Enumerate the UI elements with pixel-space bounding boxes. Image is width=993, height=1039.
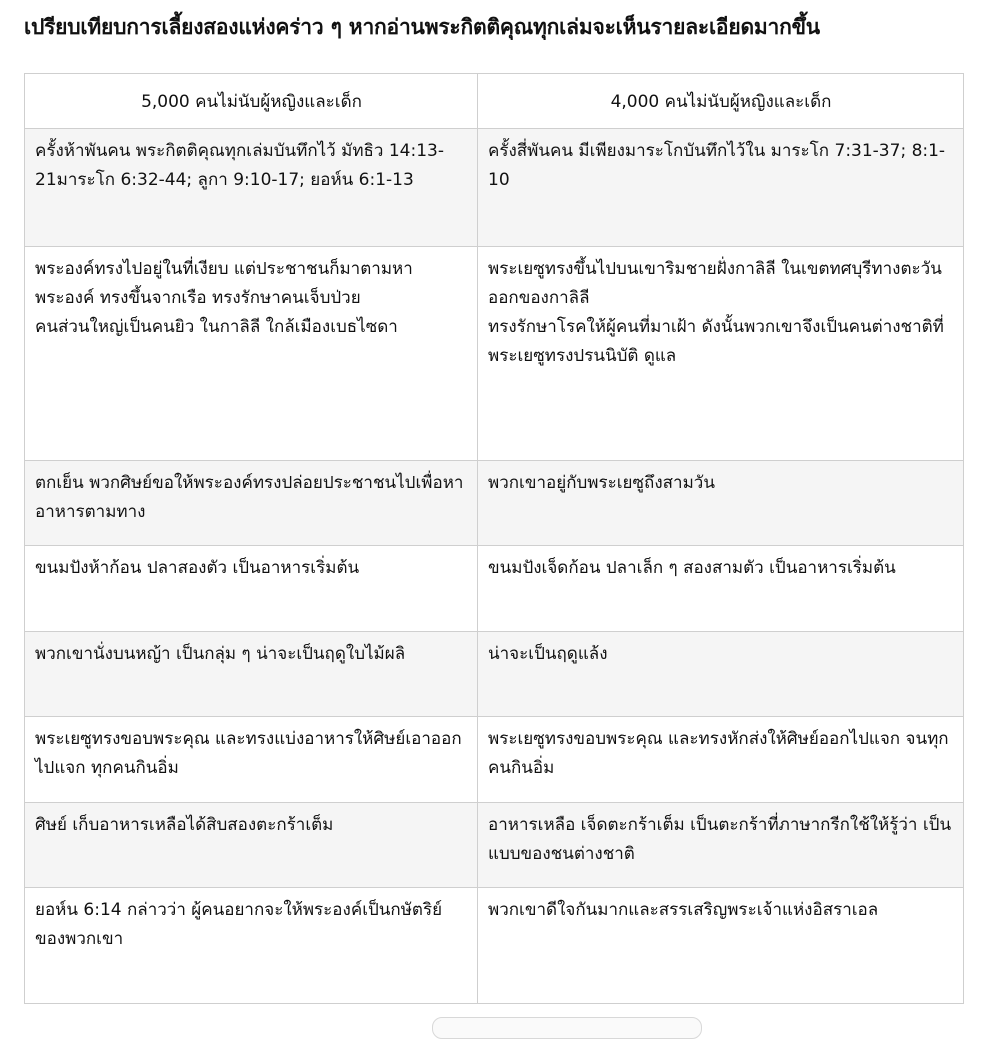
cell-text: อาหารเหลือ เจ็ดตะกร้าเต็ม เป็นตะกร้าที่ภาษากรีกใช้ให้รู้ว่า เป็นแบบของชนต่างชาติ [488, 815, 952, 864]
table-cell-5000 [25, 803, 478, 888]
cell-text: ขนมปังห้าก้อน ปลาสองตัว เป็นอาหารเริ่มต้น [35, 558, 360, 578]
table-cell-4000 [478, 888, 964, 1004]
cell-text: คนส่วนใหญ่เป็นคนยิว ในกาลิลี ใกล้เมืองเบธไซดา [35, 317, 398, 337]
table-cell-5000 [25, 129, 478, 247]
table-cell-5000 [25, 247, 478, 461]
cell-text: พวกเขาอยู่กับพระเยซูถึงสามวัน [488, 473, 715, 493]
cell-text: พวกเขานั่งบนหญ้า เป็นกลุ่ม ๆ น่าจะเป็นฤดูใบไม้ผลิ [35, 644, 406, 664]
table-cell-4000 [478, 632, 964, 717]
table-row [25, 546, 964, 632]
comparison-table [24, 73, 964, 1004]
table-body [25, 129, 964, 1004]
cell-text: พระเยซูทรงขึ้นไปบนเขาริมชายฝั่งกาลิลี ในเขตทศบุรีทางตะวันออกของกาลิลี [488, 259, 942, 308]
cell-text: พวกเขาดีใจกันมากและสรรเสริญพระเจ้าแห่งอิสราเอล [488, 900, 879, 920]
cell-text: ครั้งห้าพันคน พระกิตติคุณทุกเล่มบันทึกไว้ มัทธิว 14:13-21มาระโก 6:32-44; ลูกา 9:10-17; ยอห์น 6:1-13 [35, 141, 444, 190]
table-row [25, 803, 964, 888]
table-cell-4000 [478, 717, 964, 803]
page-title: เปรียบเทียบการเลี้ยงสองแห่งคร่าว ๆ หากอ่านพระกิตติคุณทุกเล่มจะเห็นรายละเอียดมากขึ้น [24, 15, 820, 39]
table-row [25, 247, 964, 461]
table-cell-4000 [478, 803, 964, 888]
cell-text: ทรงรักษาโรคให้ผู้คนที่มาเฝ้า ดังนั้นพวกเขาจึงเป็นคนต่างชาติที่พระเยซูทรงปรนนิบัติ ดูแล [488, 317, 944, 366]
cell-text: น่าจะเป็นฤดูแล้ง [488, 644, 608, 664]
column-header-4000: 4,000 คนไม่นับผู้หญิงและเด็ก [478, 74, 964, 129]
table-row [25, 632, 964, 717]
table-cell-5000 [25, 632, 478, 717]
table-row [25, 717, 964, 803]
cell-text: พระเยซูทรงขอบพระคุณ และทรงแบ่งอาหารให้ศิษย์เอาออกไปแจก ทุกคนกินอิ่ม [35, 729, 462, 778]
table-cell-4000 [478, 546, 964, 632]
table-cell-4000 [478, 461, 964, 546]
table-header-row [25, 74, 964, 129]
cell-text: ครั้งสี่พันคน มีเพียงมาระโกบันทึกไว้ใน มาระโก 7:31-37; 8:1-10 [488, 141, 946, 190]
cell-text: ขนมปังเจ็ดก้อน ปลาเล็ก ๆ สองสามตัว เป็นอาหารเริ่มต้น [488, 558, 896, 578]
cell-text: พระองค์ทรงไปอยู่ในที่เงียบ แต่ประชาชนก็มาตามหาพระองค์ ทรงขึ้นจากเรือ ทรงรักษาคนเจ็บป่วย [35, 259, 413, 308]
cell-text: ยอห์น 6:14 กล่าวว่า ผู้คนอยากจะให้พระองค์เป็นกษัตริย์ของพวกเขา [35, 900, 443, 949]
table-cell-5000 [25, 461, 478, 546]
table-cell-4000 [478, 129, 964, 247]
table-cell-5000 [25, 546, 478, 632]
cell-text: พระเยซูทรงขอบพระคุณ และทรงหักส่งให้ศิษย์ออกไปแจก จนทุกคนกินอิ่ม [488, 729, 949, 778]
bottom-pull-tab[interactable] [432, 1017, 702, 1039]
table-cell-5000 [25, 717, 478, 803]
table-row [25, 129, 964, 247]
table-cell-5000 [25, 888, 478, 1004]
cell-text: ตกเย็น พวกศิษย์ขอให้พระองค์ทรงปล่อยประชาชนไปเพื่อหาอาหารตามทาง [35, 473, 464, 522]
cell-text: ศิษย์ เก็บอาหารเหลือได้สิบสองตะกร้าเต็ม [35, 815, 334, 835]
column-header-5000: 5,000 คนไม่นับผู้หญิงและเด็ก [25, 74, 478, 129]
table-cell-4000 [478, 247, 964, 461]
table-row [25, 461, 964, 546]
table-row [25, 888, 964, 1004]
